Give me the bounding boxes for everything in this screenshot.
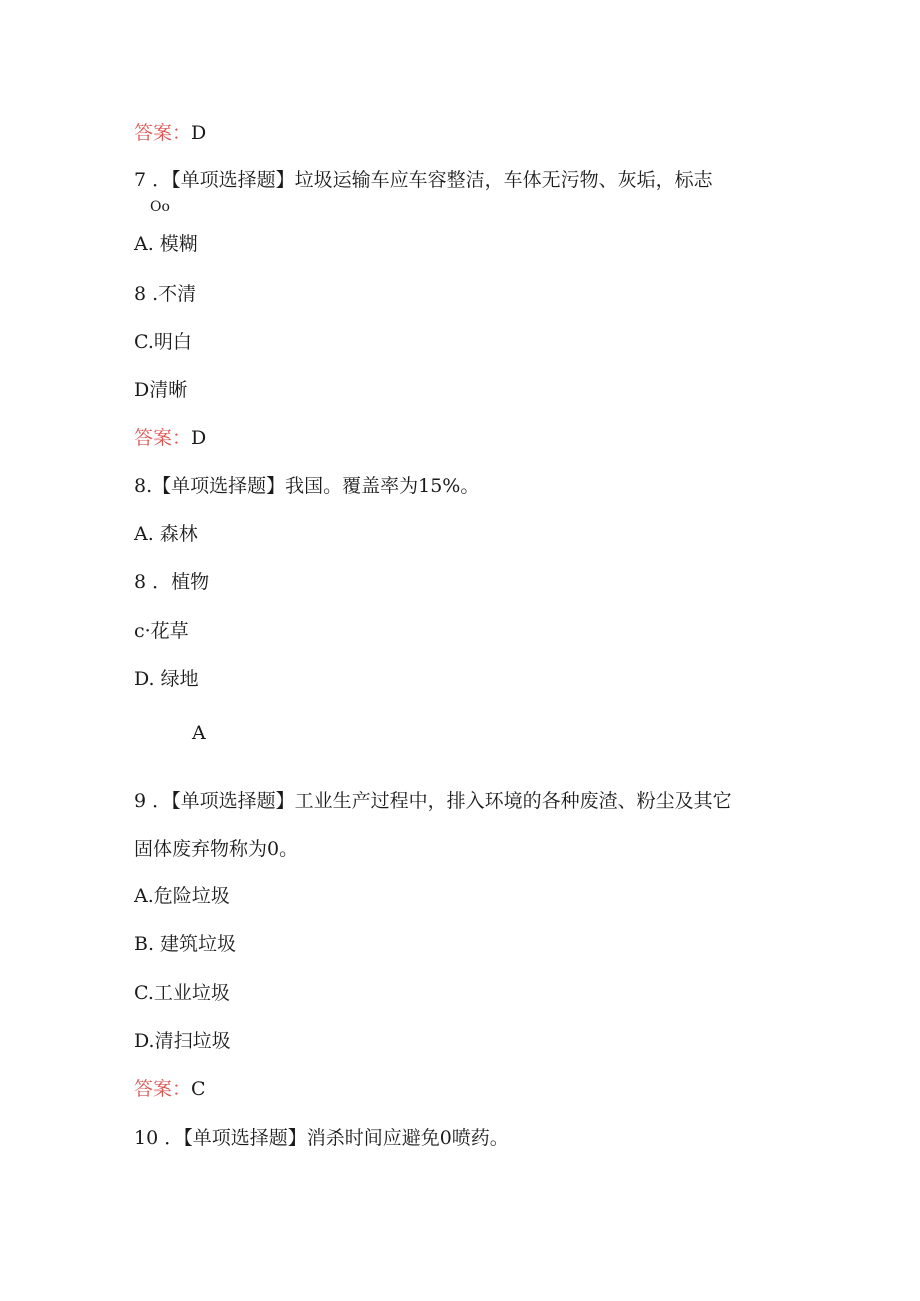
question-stem-q9-line1: 9 ．【单项选择题】工业生产过程中，排入环境的各种废渣、粉尘及其它 [134, 790, 732, 812]
answer-label: 答案： [134, 1078, 192, 1100]
answer-line-q9 [134, 1077, 206, 1101]
option-q9-a: A.危险垃圾 [134, 885, 230, 907]
option-q7-b: 8 .不清 [134, 283, 197, 305]
option-q8-b: 8 ．植物 [134, 571, 210, 593]
option-q9-c: C.工业垃圾 [134, 982, 230, 1004]
option-q7-d: D清晰 [134, 379, 188, 401]
option-q7-a: A. 模糊 [134, 233, 198, 255]
answer-value: D [191, 122, 207, 144]
answer-line-q7 [134, 426, 206, 450]
answer-label: 答案： [134, 427, 192, 449]
option-q8-a: A. 森林 [134, 523, 198, 545]
question-stem-q7: 7 ．【单项选择题】垃圾运输车应车容整洁，车体无污物、灰垢，标志 [134, 169, 713, 191]
option-q9-d: D.清扫垃圾 [134, 1030, 231, 1052]
question-stem-tail-q7: Oo [150, 199, 170, 215]
question-stem-q9-line2: 固体废弃物称为0。 [134, 838, 299, 860]
option-q8-d: D. 绿地 [134, 668, 199, 690]
option-q8-c: c·花草 [134, 620, 189, 642]
question-stem-q8: 8.【单项选择题】我国。覆盖率为15%。 [134, 475, 480, 497]
answer-label: 答案： [134, 122, 192, 144]
option-q7-c: C.明白 [134, 331, 192, 353]
answer-line-q6 [134, 121, 206, 145]
option-q9-b: B. 建筑垃圾 [134, 933, 237, 955]
answer-value: D [191, 427, 207, 449]
answer-value-q8: A [192, 722, 206, 744]
answer-value: C [191, 1078, 206, 1100]
question-stem-q10: 10 ．【单项选择题】消杀时间应避免0喷药。 [134, 1127, 509, 1149]
